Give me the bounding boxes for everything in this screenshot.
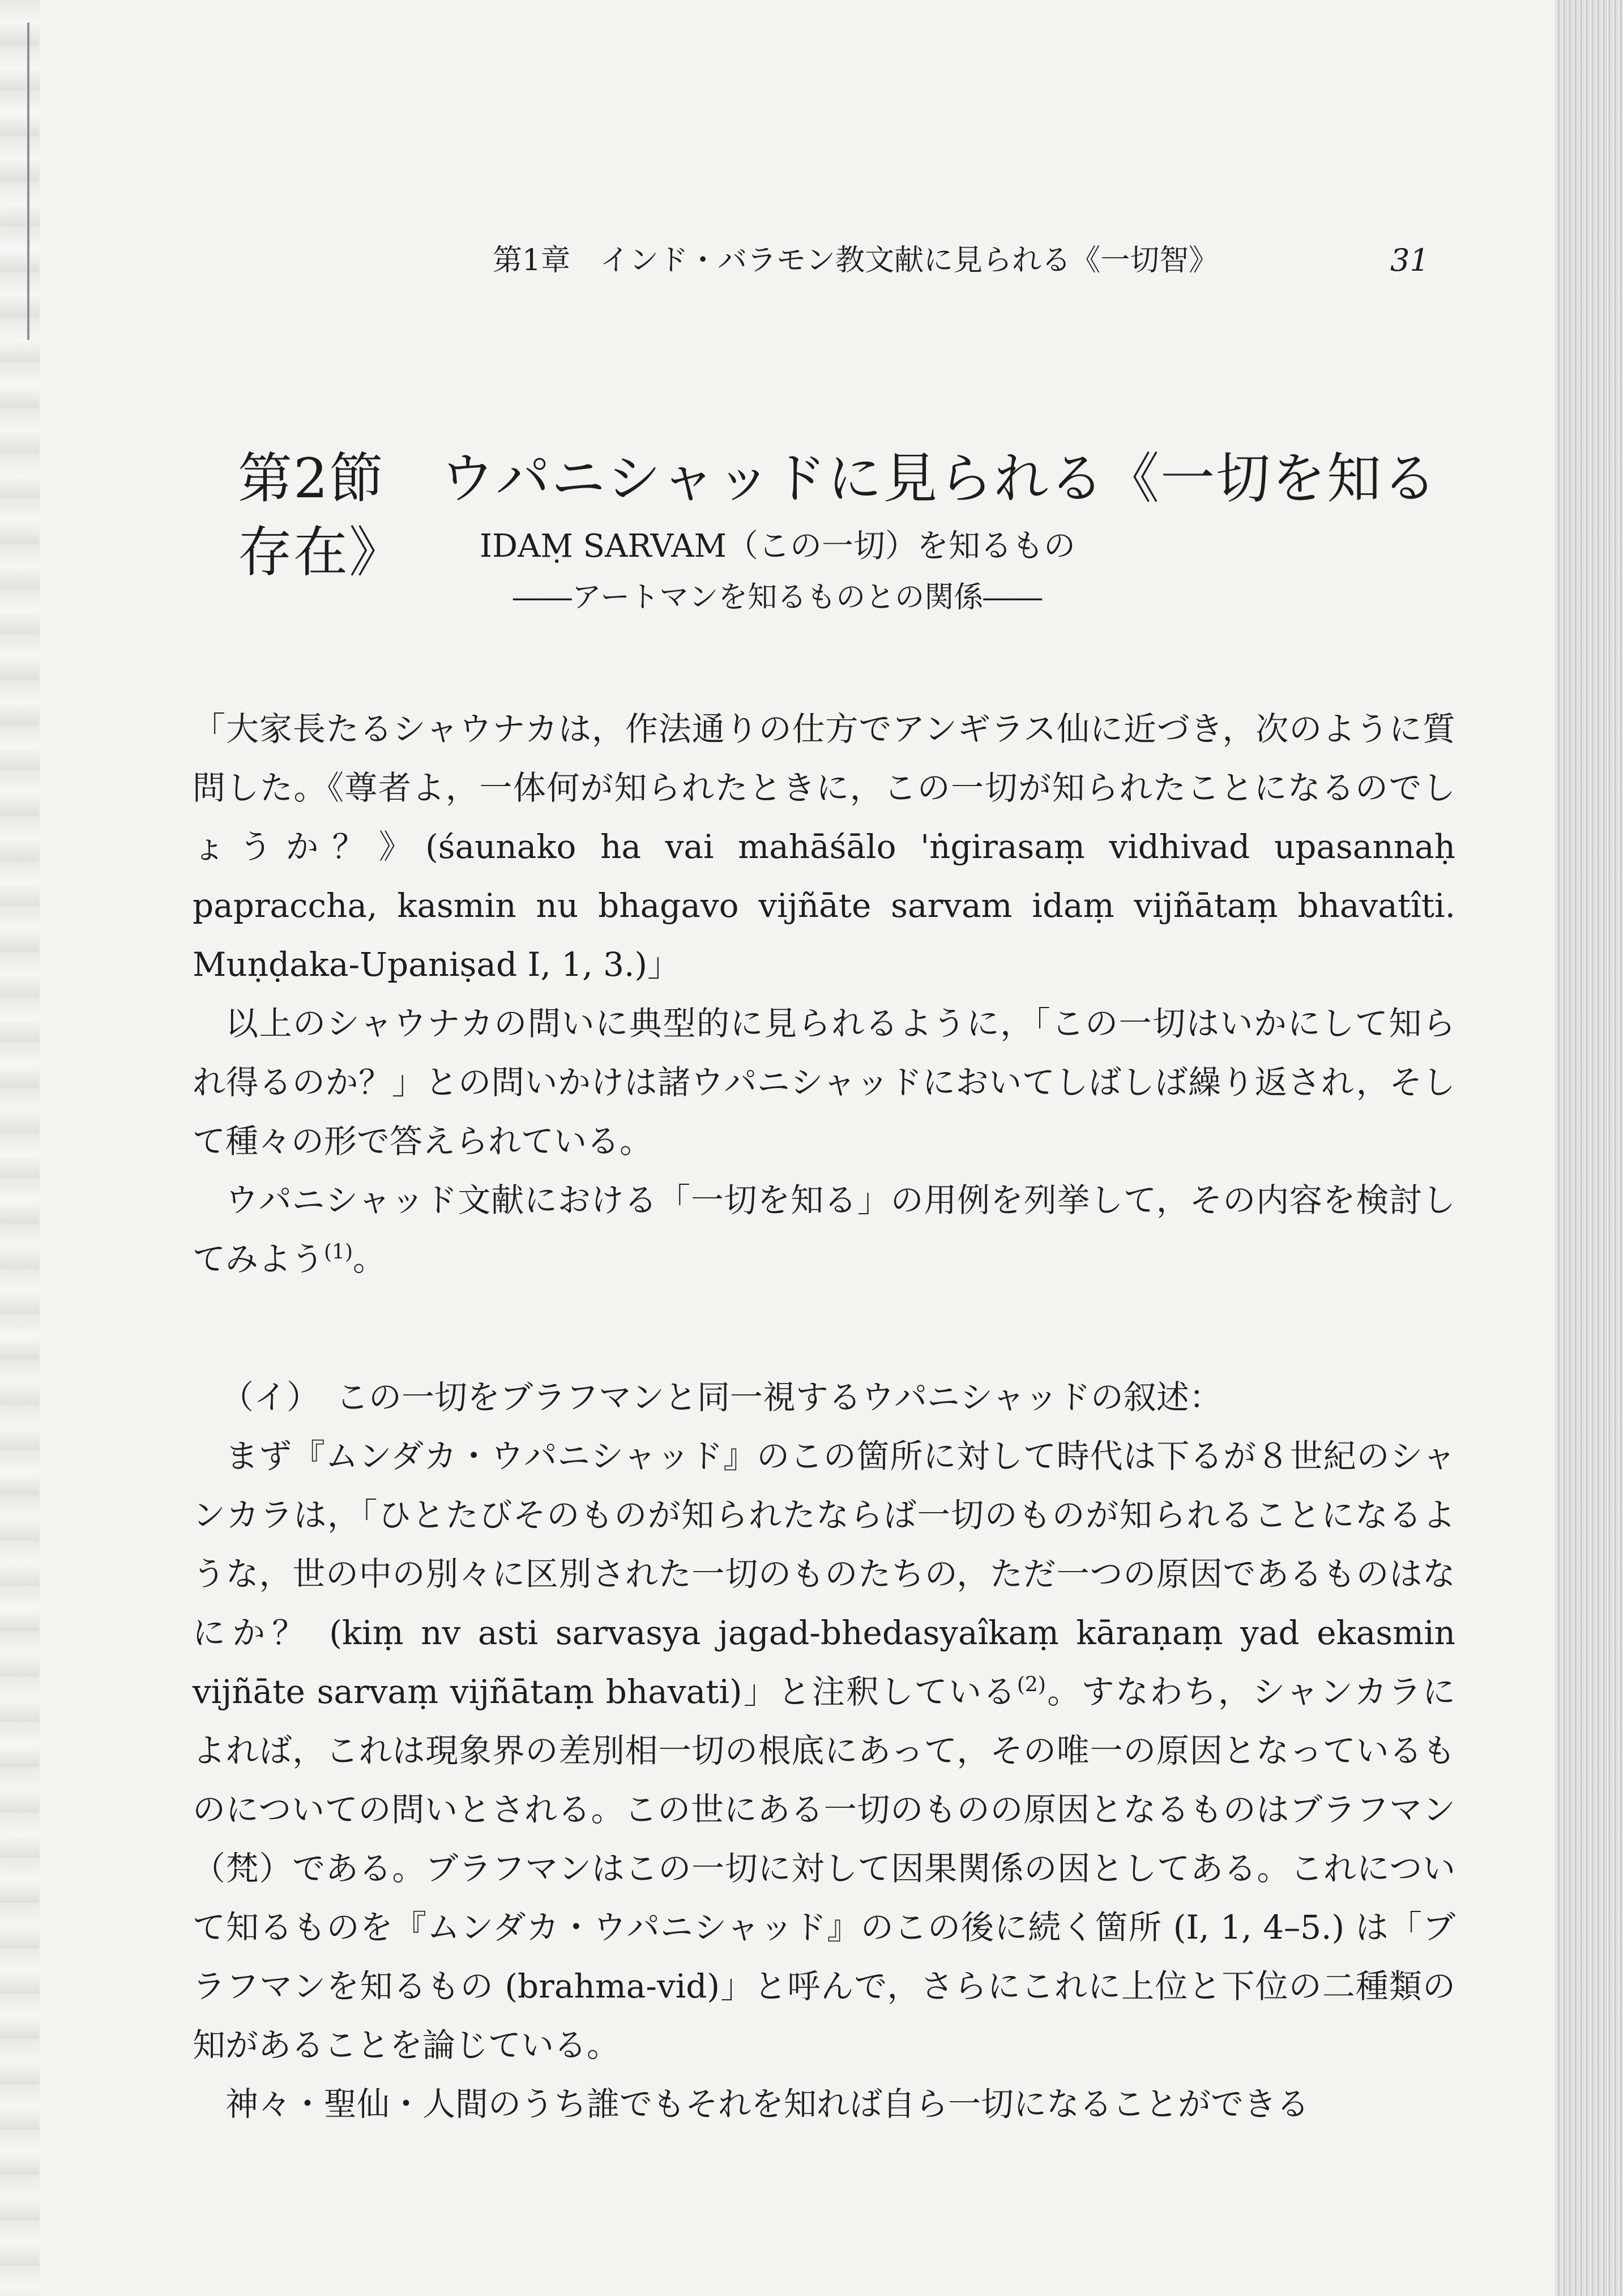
- paragraph-text: 。すなわち，シャンカラによれば，これは現象界の差別相一切の根底にあって，その唯一の原因となっているものについての問いとされる。この世にある一切のものの原因となるものはブラフマン（梵）である。ブラフマンはこの一切に対して因果関係の因としてある。これについて知るものを『ムンダカ・ウパニシャッド』のこの後に続く箇所 (I, 1, 4–5.) は「ブラフマンを知るもの (brahma-vid)」と呼んで，さらにこれに上位と下位の二種類の知があることを論じている。: [193, 1672, 1455, 2064]
- paragraph: 以上のシャウナカの問いに典型的に見られるように，「この一切はいかにして知られ得るのか？」との問いかけは諸ウパニシャッドにおいてしばしば繰り返され，そして種々の形で答えられている。: [193, 1004, 1455, 1160]
- binding-edge: [27, 23, 29, 340]
- quote-paragraph: 「大家長たるシャウナカは，作法通りの仕方でアンギラス仙に近づき，次のように質問した。《尊者よ，一体何が知られたときに，この一切が知られたことになるのでしょうか？》(śaunako ha vai mahāśālo 'ṅgirasaṃ vidhivad upasannaḥ papraccha, kasmin nu bhagavo vijñāte sarvam idaṃ vijñātaṃ bhavatîti. Muṇḍaka-Upaniṣad I, 1, 3.)」: [193, 710, 1455, 984]
- paragraph-text: ウパニシャッド文献における「一切を知る」の用例を列挙して，その内容を検討してみよう: [193, 1181, 1455, 1278]
- scan-edge-right: [1555, 0, 1623, 2296]
- body-text: [193, 699, 1455, 2133]
- section-subtitle-2: ――アートマンを知るものとの関係――: [512, 581, 1043, 614]
- running-head: 第1章 インド・バラモン教文献に見られる《一切智》: [493, 244, 1219, 278]
- scan-edge-left: [0, 0, 40, 2296]
- paragraph-text: 。: [353, 1240, 386, 1278]
- paragraph-text: まず『ムンダカ・ウパニシャッド』のこの箇所に対して時代は下るが８世紀のシャンカラは，「ひとたびそのものが知られたならば一切のものが知られることになるような，世の中の別々に区別された一切のものたちの，ただ一つの原因であるものはなにか？ (kiṃ nv asti sarvasya jagad-bhedasyaîkaṃ kāraṇaṃ yad ekasmin vijñāte sarvaṃ vijñātaṃ bhavati)」と注釈している: [193, 1437, 1455, 1711]
- section-subtitle: IDAṂ SARVAM（この一切）を知るもの: [480, 528, 1075, 565]
- paragraph: [193, 1427, 1455, 2075]
- footnote-ref[interactable]: (2): [1016, 1673, 1046, 1697]
- paragraph: 神々・聖仙・人間のうち誰でもそれを知れば自ら一切になることができる: [225, 2085, 1310, 2123]
- section-title: 第2節 ウパニシャッドに見られる《一切を知る存在》: [238, 447, 1438, 584]
- footnote-ref[interactable]: (1): [324, 1240, 353, 1264]
- page-number: 31: [1390, 242, 1429, 278]
- subsection-heading: （イ） この一切をブラフマンと同一視するウパニシャッドの叙述：: [221, 1378, 1222, 1416]
- paragraph: [193, 1171, 1455, 1288]
